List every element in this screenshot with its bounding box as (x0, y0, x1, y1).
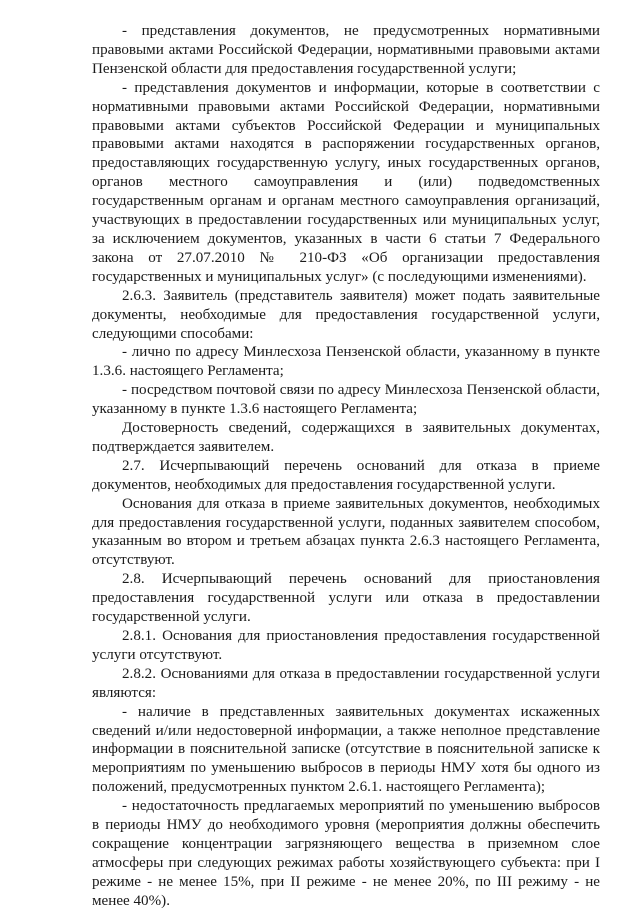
paragraph-13: - недостаточность предлагаемых мероприятий по уменьшению выбросов в периоды НМУ до необходимого уровня (мероприятия должны обеспечить сокращение концентрации загрязняющего вещества в приземном слое атмосферы при следующих режимах работы хозяйствующего субъекта: при I режиме - не менее 15%, при II режиме - не менее 20%, по III режиму - не менее 40%). (92, 798, 600, 909)
paragraph-8: Основания для отказа в приеме заявительных документов, необходимых для предоставления государственной услуги, поданных заявителем способом, указанным во втором и третьем абзацах пункта 2.6.3 настоящего Регламента, отсутствуют. (92, 495, 600, 569)
paragraph-12: - наличие в представленных заявительных документах искаженных сведений и/или недостоверной информации, а также неполное представление информации в пояснительной записке (отсутствие в пояснительной записке к мероприятиям по уменьшению выбросов в периоды НМУ хотя бы одного из положений, предусмотренных пунктом 2.6.1. настоящего Регламента); (92, 703, 600, 796)
paragraph-4: - лично по адресу Минлесхоза Пензенской области, указанному в пункте 1.3.6. настоящего Регламента; (92, 344, 600, 380)
paragraph-1: - представления документов, не предусмотренных нормативными правовыми актами Российской Федерации, нормативными правовыми актами Пензенской области для предоставления государственной услуги; (92, 23, 600, 77)
paragraph-5: - посредством почтовой связи по адресу Минлесхоза Пензенской области, указанному в пункте 1.3.6 настоящего Регламента; (92, 382, 600, 418)
paragraph-10: 2.8.1. Основания для приостановления предоставления государственной услуги отсутствуют. (92, 628, 600, 663)
paragraph-6: Достоверность сведений, содержащихся в заявительных документах, подтверждается заявителем. (92, 420, 600, 455)
document-page (92, 22, 600, 911)
paragraph-11: 2.8.2. Основаниями для отказа в предоставлении государственной услуги являются: (92, 665, 600, 701)
paragraph-7: 2.7. Исчерпывающий перечень оснований для отказа в приеме документов, необходимых для предоставления государственной услуги. (92, 457, 600, 493)
paragraph-2: - представления документов и информации, которые в соответствии с нормативными правовыми актами Российской Федерации, нормативными правовыми актами субъектов Российской Федерации и муниципальных правовыми актами находятся в распоряжении государственных органов, предоставляющих государственную услугу, иных государственных органов, органов местного самоуправления и (или) подведомственных государственным органам и органам местного самоуправления организаций, участвующих в предоставлении государственных или муниципальных услуг, за исключением документов, указанных в части 6 статьи 7 Федерального закона от 27.07.2010 № 210-ФЗ «Об организации предоставления государственных и муниципальных услуг» (с последующими изменениями). (92, 79, 600, 285)
paragraph-9: 2.8. Исчерпывающий перечень оснований для приостановления предоставления государственной услуги или отказа в предоставлении государственной услуги. (92, 571, 600, 626)
paragraph-3: 2.6.3. Заявитель (представитель заявителя) может подать заявительные документы, необходимые для предоставления государственной услуги, следующими способами: (92, 287, 600, 342)
